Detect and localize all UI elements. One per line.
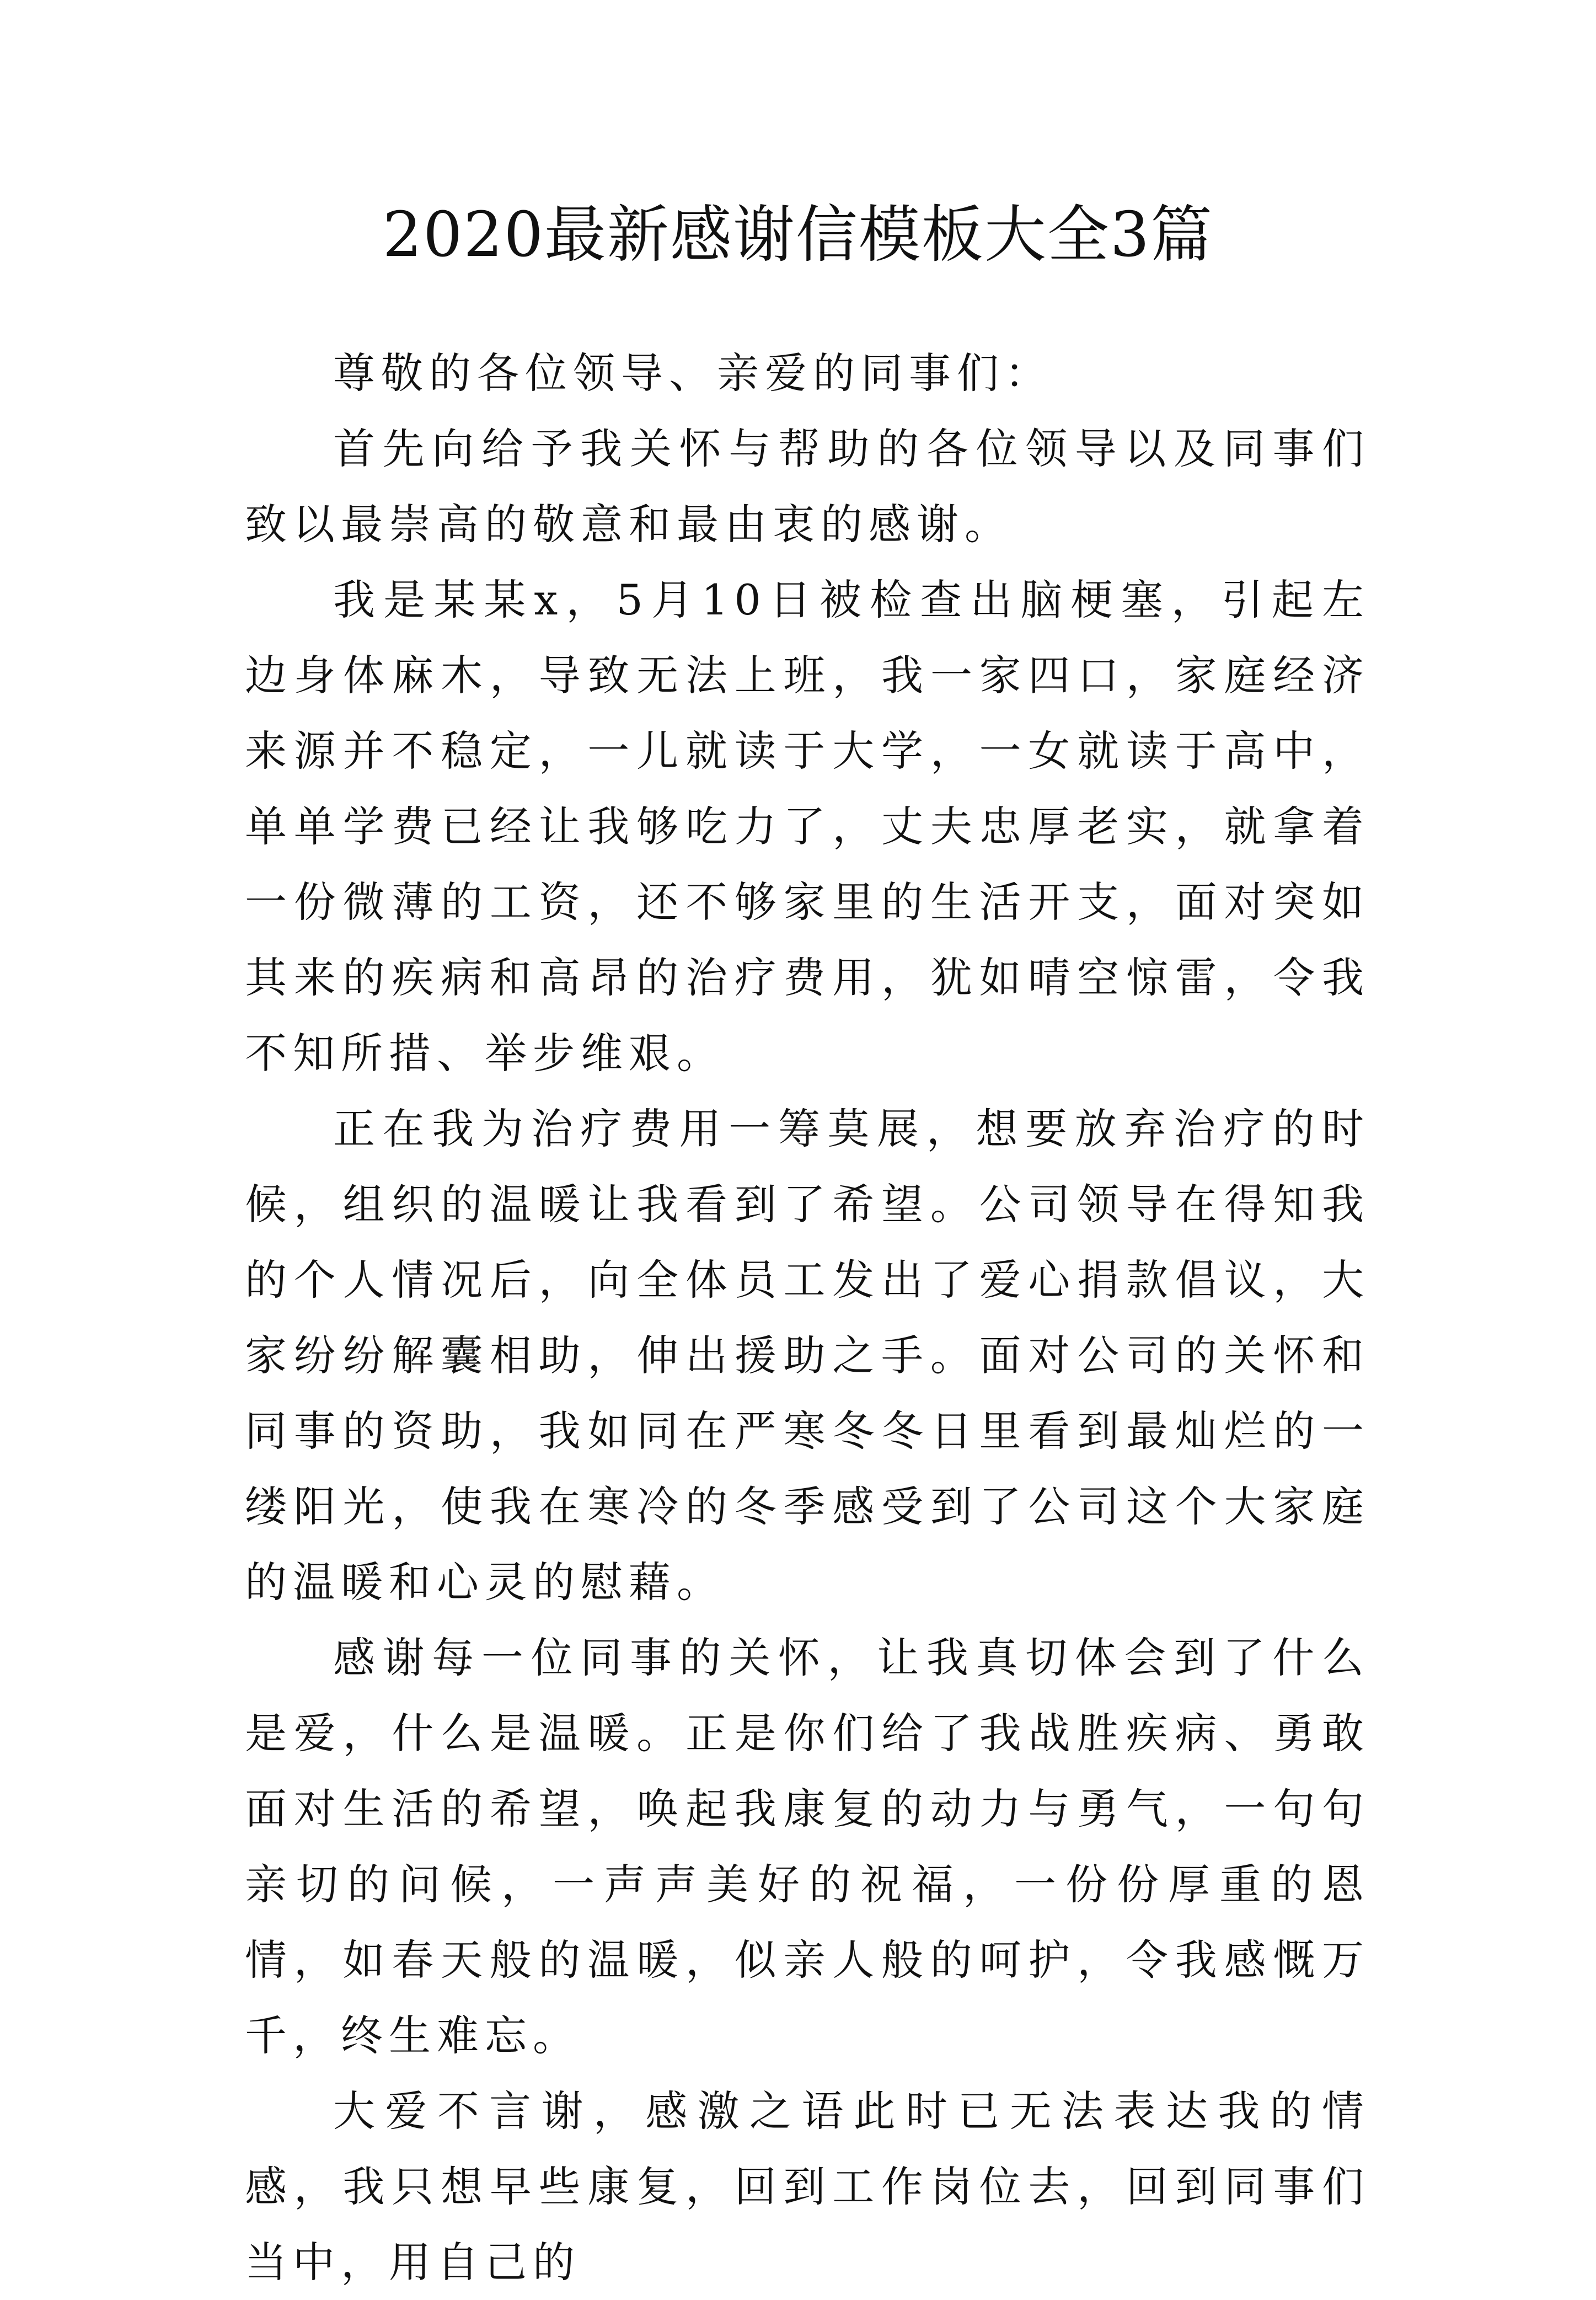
body-paragraph: 感谢每一位同事的关怀，让我真切体会到了什么是爱，什么是温暖。正是你们给了我战胜疾病、勇敢面对生活的希望，唤起我康复的动力与勇气，一句句亲切的问候，一声声美好的祝福，一份份厚重的恩情，如春天般的温暖，似亲人般的呵护，令我感慨万千，终生难忘。 — [245, 1633, 1370, 2060]
body-paragraph: 我是某某x，5月10日被检查出脑梗塞，引起左边身体麻木，导致无法上班，我一家四口，家庭经济来源并不稳定，一儿就读于大学，一女就读于高中，单单学费已经让我够吃力了，丈夫忠厚老实，就拿着一份微薄的工资，还不够家里的生活开支，面对突如其来的疾病和高昂的治疗费用，犹如晴空惊雷，令我不知所措、举步维艰。 — [245, 575, 1370, 1078]
body-paragraph: 首先向给予我关怀与帮助的各位领导以及同事们致以最崇高的敬意和最由衷的感谢。 — [245, 424, 1370, 549]
body-paragraph: 正在我为治疗费用一筹莫展，想要放弃治疗的时候，组织的温暖让我看到了希望。公司领导在得知我的个人情况后，向全体员工发出了爱心捐款倡议，大家纷纷解囊相助，伸出援助之手。面对公司的关怀和同事的资助，我如同在严寒冬冬日里看到最灿烂的一缕阳光，使我在寒冷的冬季感受到了公司这个大家庭的温暖和心灵的慰藉。 — [245, 1104, 1370, 1607]
document-title: 2020最新感谢信模板大全3篇 — [382, 199, 1214, 271]
greeting-paragraph: 尊敬的各位领导、亲爱的同事们： — [333, 349, 1053, 398]
body-paragraph: 大爱不言谢，感激之语此时已无法表达我的情感，我只想早些康复，回到工作岗位去，回到同事们当中，用自己的 — [245, 2087, 1370, 2287]
letter-body — [245, 335, 1370, 2300]
